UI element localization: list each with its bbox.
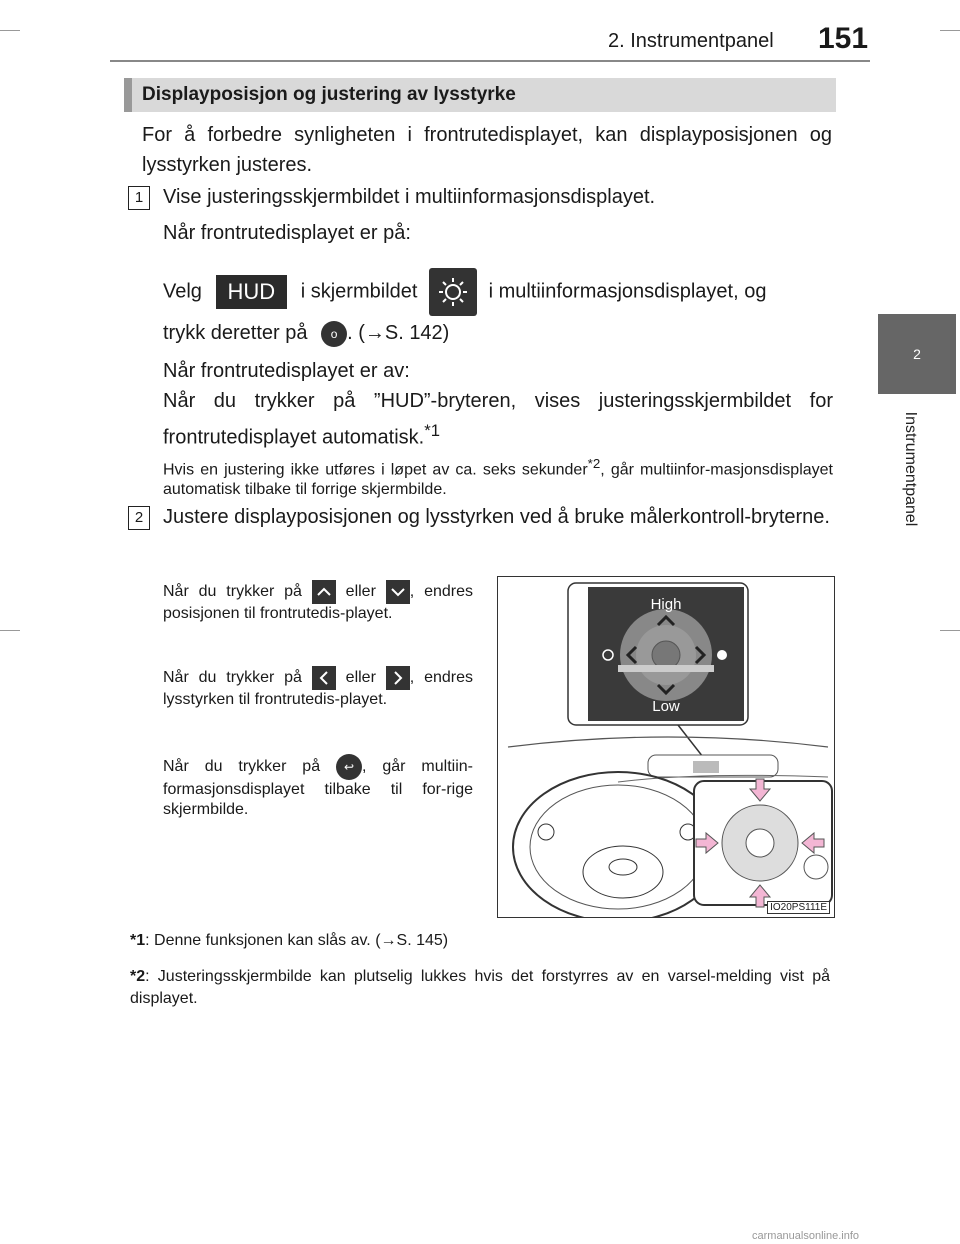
chevron-left-icon xyxy=(312,666,336,690)
footnote-2: *2: Justeringsskjermbilde kan plutselig lukkes hvis det forstyrres av en varsel-melding vist på displayet. xyxy=(130,968,830,1007)
note-text: Hvis en justering ikke utføres i løpet av ca. seks sekunder$^{*2}$, går multiinfor-masjonsdisplayet automatisk tilbake til forrige skjermbilde. xyxy=(163,456,834,499)
low-label: Low xyxy=(652,698,680,715)
crop-mark xyxy=(0,630,20,631)
on-heading: Når frontrutedisplayet er på: xyxy=(163,222,411,244)
step-title: Vise justeringsskjermbildet i multiinformasjonsdisplayet. xyxy=(163,186,656,208)
settings-gear-icon xyxy=(429,268,477,316)
chevron-down-icon xyxy=(386,580,410,604)
back-button-icon: ↩ xyxy=(336,754,362,780)
hud-adjustment-illustration xyxy=(497,576,835,918)
hud-button: HUD xyxy=(216,275,288,309)
step-number: 1 xyxy=(128,186,150,210)
off-text: Når du trykker på ”HUD”-bryteren, vises justeringsskjermbildet for frontrutedisplayet automatisk.$^{*1}$ xyxy=(163,390,833,449)
step-title: Justere displayposisjonen og lysstyrken ved å bruke målerkontroll-bryterne. xyxy=(163,506,830,528)
chevron-up-icon xyxy=(312,580,336,604)
step-number: 2 xyxy=(128,506,150,530)
crop-mark xyxy=(0,30,20,31)
intro-text: For å forbedre synligheten i frontrutedisplayet, kan displayposisjonen og lysstyrken justeres. xyxy=(142,124,832,176)
chapter-tab: 2 xyxy=(878,314,956,394)
header-rule xyxy=(110,60,870,62)
velg-line: Velg HUD i skjermbildet i multiinformasjonsdisplayet, og xyxy=(163,268,833,316)
footer-watermark: carmanualsonline.info xyxy=(752,1230,860,1242)
position-paragraph: Når du trykker på eller , endres posisjonen til frontrutedis-playet. xyxy=(163,580,473,624)
back-paragraph: Når du trykker på ↩ , går multiin-formasjonsdisplayet tilbake til for-rige skjermbilde. xyxy=(163,754,473,820)
crop-mark xyxy=(940,30,960,31)
page-number: 151 xyxy=(818,22,869,55)
chapter-heading: 2. Instrumentpanel xyxy=(608,30,774,52)
off-heading: Når frontrutedisplayet er av: xyxy=(163,360,410,382)
press-line: trykk deretter på o . (→S. 142) xyxy=(163,318,449,348)
crop-mark xyxy=(940,630,960,631)
figure-code: IO20PS111E xyxy=(767,901,830,914)
brightness-paragraph: Når du trykker på eller , endres lysstyrken til frontrutedis-playet. xyxy=(163,666,473,710)
footnote-1: *1: Denne funksjonen kan slås av. (→S. 145) xyxy=(130,932,449,949)
high-label: High xyxy=(650,596,682,613)
section-title: Displayposisjon og justering av lysstyrke xyxy=(124,78,836,112)
enter-button-icon: o xyxy=(321,321,347,347)
chevron-right-icon xyxy=(386,666,410,690)
chapter-tab-label: Instrumentpanel xyxy=(902,411,919,527)
